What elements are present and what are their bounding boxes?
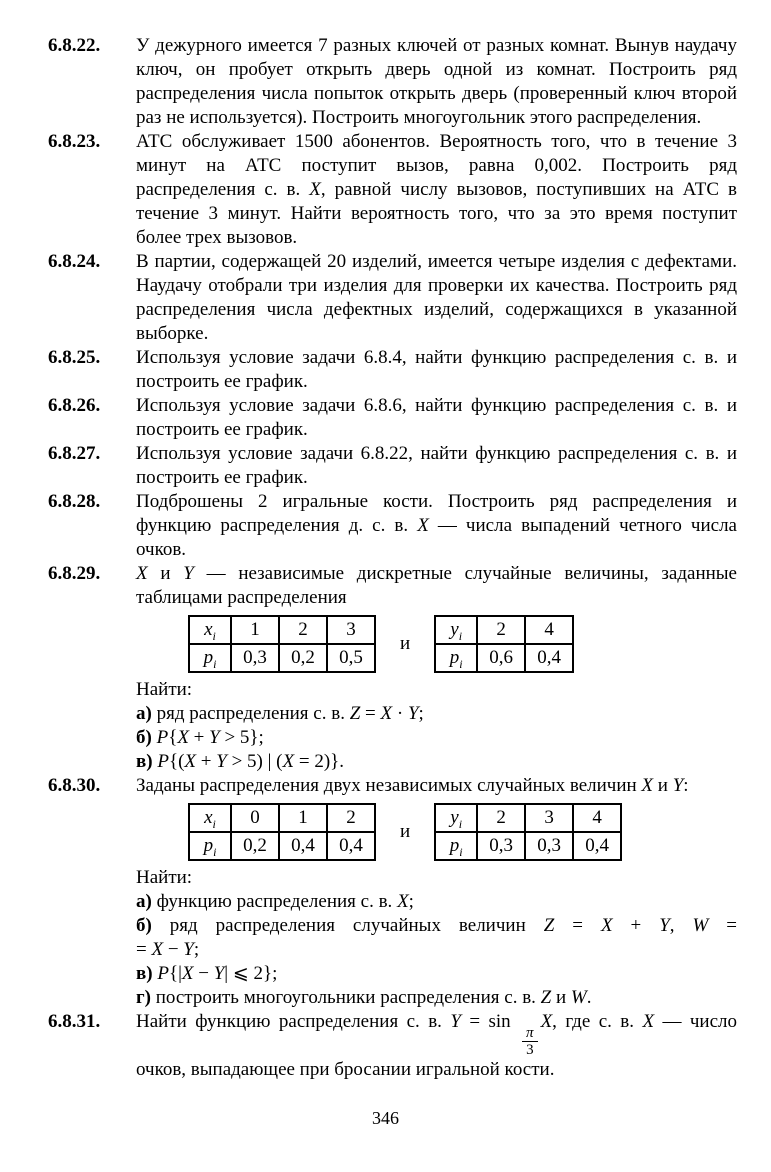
table-row-probabilities <box>435 644 573 672</box>
math-symbol: Y <box>407 703 419 724</box>
text-run: — числа выпадений четного числа очков. <box>136 515 737 560</box>
problem-body <box>136 774 737 1010</box>
problem-6-8-29 <box>48 562 737 774</box>
table-cell: 0,3 <box>477 832 525 860</box>
math-symbol: Z <box>349 703 361 724</box>
problem-statement <box>136 130 737 250</box>
text-run: + <box>188 727 210 748</box>
variable-subscript: i <box>212 816 216 831</box>
table-cell: 3 <box>327 616 375 644</box>
variable-subscript: i <box>458 628 463 643</box>
distribution-tables-6-8-29 <box>188 615 737 673</box>
problem-statement: Используя условие задачи 6.8.22, найти функцию распределения с. в. и построить ее график. <box>136 443 737 488</box>
math-symbol: Y <box>450 1011 461 1032</box>
table-header-cell <box>189 832 231 860</box>
math-symbol: Z <box>543 915 555 936</box>
text-run: {| <box>168 963 182 984</box>
table-row-values <box>435 804 621 832</box>
subtask-a <box>136 890 737 914</box>
math-symbol: W <box>692 915 709 936</box>
table-header-cell <box>189 804 231 832</box>
problem-number: 6.8.23. <box>48 131 101 152</box>
problem-body <box>136 490 737 562</box>
subtask-label: б) <box>136 915 152 936</box>
math-symbol: X <box>181 963 194 984</box>
text-run: = <box>554 915 601 936</box>
text-run: и <box>147 563 184 584</box>
table-cell: 0,6 <box>477 644 525 672</box>
text-run: , <box>669 915 693 936</box>
math-symbol: P <box>157 751 169 772</box>
subtask-b-line2 <box>136 938 737 962</box>
text-run: ряд распределения с. в. <box>151 703 350 724</box>
text-run: {( <box>168 751 185 772</box>
fraction-numerator: π <box>526 1025 534 1041</box>
table-cell: 1 <box>231 616 279 644</box>
table-row-values <box>189 804 375 832</box>
fraction-pi-over-3 <box>522 1025 538 1058</box>
text-run: и <box>653 775 673 796</box>
problem-number: 6.8.29. <box>48 563 101 584</box>
table-row-values <box>189 616 375 644</box>
text-run: — число очков, выпадающее при бросании игральной кости. <box>136 1011 738 1080</box>
variable-symbol: x <box>204 807 213 828</box>
problem-statement: Используя условие задачи 6.8.4, найти функцию распределения с. в. и построить ее график. <box>136 347 737 392</box>
find-label: Найти: <box>136 867 193 888</box>
math-symbol: X <box>540 1011 553 1032</box>
math-symbol: W <box>570 987 587 1008</box>
math-symbol: Z <box>540 987 552 1008</box>
problem-statement <box>136 490 737 562</box>
problem-6-8-24 <box>48 250 737 346</box>
distribution-table-x <box>188 803 376 861</box>
text-run: ; <box>408 891 414 912</box>
problem-statement <box>136 774 737 798</box>
tables-connector: и <box>400 633 411 654</box>
page-number: 346 <box>372 1108 399 1128</box>
math-symbol: X <box>177 727 189 748</box>
text-run: = <box>708 915 738 936</box>
subtask-a <box>136 702 737 726</box>
problem-number: 6.8.30. <box>48 775 101 796</box>
problem-statement <box>136 1010 737 1082</box>
problem-6-8-26 <box>48 394 737 442</box>
table-cell: 2 <box>327 804 375 832</box>
problem-6-8-31 <box>48 1010 737 1082</box>
problem-number: 6.8.22. <box>48 35 101 56</box>
text-run: = sin <box>460 1011 520 1032</box>
variable-symbol: y <box>450 619 459 640</box>
subtask-label: а) <box>136 703 152 724</box>
text-run: и <box>551 987 571 1008</box>
math-symbol: X <box>282 751 295 772</box>
table-cell: 0,5 <box>327 644 375 672</box>
problem-6-8-25 <box>48 346 737 394</box>
subtask-b <box>136 726 737 750</box>
problem-number: 6.8.24. <box>48 251 101 272</box>
variable-subscript: i <box>459 844 463 859</box>
problem-body <box>136 442 737 490</box>
variable-subscript: i <box>212 628 216 643</box>
distribution-table-x <box>188 615 376 673</box>
table-row-probabilities <box>189 832 375 860</box>
table-header-cell <box>189 644 231 672</box>
text-run: . <box>586 987 592 1008</box>
text-run: = 2)}. <box>294 751 345 772</box>
table-cell: 4 <box>525 616 573 644</box>
subtask-v <box>136 962 737 986</box>
table-cell: 0,4 <box>279 832 327 860</box>
table-body <box>189 804 375 860</box>
text-run: + <box>196 751 217 772</box>
distribution-tables-6-8-30 <box>188 803 737 861</box>
math-symbol: Y <box>183 939 194 960</box>
text-run: − <box>163 939 184 960</box>
problem-body <box>136 346 737 394</box>
math-symbol: X <box>417 515 429 536</box>
table-body <box>435 804 621 860</box>
text-run: ; <box>193 939 200 960</box>
problem-number: 6.8.26. <box>48 395 101 416</box>
distribution-table-y <box>434 615 574 673</box>
subtask-g <box>136 986 737 1010</box>
text-run: = <box>136 939 152 960</box>
math-symbol: X <box>136 563 148 584</box>
problem-body <box>136 34 737 130</box>
text-run: + <box>612 915 660 936</box>
table-cell: 0,3 <box>231 644 279 672</box>
text-run: Найти функцию распределения с. в. <box>136 1011 451 1032</box>
subtask-label: а) <box>136 891 152 912</box>
problem-number: 6.8.28. <box>48 491 101 512</box>
math-symbol: X <box>151 939 164 960</box>
text-run: > 5}; <box>219 727 264 748</box>
problem-body <box>136 250 737 346</box>
table-header-cell <box>435 616 477 644</box>
table-header-cell <box>435 644 477 672</box>
table-cell: 0,4 <box>525 644 573 672</box>
subtask-label: б) <box>136 727 152 748</box>
table-cell: 2 <box>279 616 327 644</box>
table-cell: 0,4 <box>573 832 621 860</box>
problem-6-8-30 <box>48 774 737 1010</box>
tables-connector: и <box>400 821 411 842</box>
problem-body <box>136 1010 737 1082</box>
subtask-b-line1 <box>136 914 737 938</box>
table-cell: 0 <box>231 804 279 832</box>
problem-statement <box>136 562 737 610</box>
table-cell: 0,2 <box>231 832 279 860</box>
text-run: ; <box>418 703 424 724</box>
text-run: АТС обслуживает 1500 абонентов. Вероятность того, что в течение 3 минут на АТС поступит вызов, равна 0,002. Построить ряд распределения с. в. <box>136 131 737 200</box>
problem-number: 6.8.25. <box>48 347 101 368</box>
subtask-v <box>136 750 737 774</box>
variable-symbol: y <box>450 807 459 828</box>
text-run: построить многоугольники распределения с. в. <box>150 987 541 1008</box>
math-symbol: X <box>397 891 409 912</box>
subtask-label: в) <box>136 751 153 772</box>
text-run: · <box>392 703 408 724</box>
problem-statement: Используя условие задачи 6.8.6, найти функцию распределения с. в. и построить ее график. <box>136 395 737 440</box>
table-row-probabilities <box>189 644 375 672</box>
variable-symbol: p <box>449 647 460 668</box>
problem-number: 6.8.31. <box>48 1011 101 1032</box>
text-run: Заданы распределения двух независимых случайных величин <box>136 775 642 796</box>
text-run: ряд распределения случайных величин <box>151 915 544 936</box>
text-run: — независимые дискретные случайные величины, заданные таблицами распределения <box>136 563 737 608</box>
text-run: > 5) | ( <box>226 751 283 772</box>
table-row-probabilities <box>435 832 621 860</box>
table-body <box>189 616 375 672</box>
table-cell: 0,2 <box>279 644 327 672</box>
text-run: Подброшены 2 игральные кости. Построить ряд распределения и функцию распределения д. с. в. <box>136 491 737 536</box>
subtask-label: в) <box>136 963 153 984</box>
find-label: Найти: <box>136 679 193 700</box>
table-cell: 2 <box>477 616 525 644</box>
problem-body <box>136 562 737 774</box>
math-symbol: Y <box>209 727 220 748</box>
math-symbol: Y <box>183 563 194 584</box>
variable-subscript: i <box>213 844 217 859</box>
math-symbol: Y <box>672 775 684 796</box>
text-run: − <box>193 963 214 984</box>
table-cell: 0,4 <box>327 832 375 860</box>
problem-number: 6.8.27. <box>48 443 101 464</box>
variable-subscript: i <box>458 816 463 831</box>
table-cell: 3 <box>525 804 573 832</box>
math-symbol: P <box>157 963 169 984</box>
table-header-cell <box>435 804 477 832</box>
variable-symbol: x <box>204 619 213 640</box>
problem-6-8-28 <box>48 490 737 562</box>
math-symbol: Y <box>216 751 227 772</box>
math-symbol: Y <box>659 915 670 936</box>
table-cell: 4 <box>573 804 621 832</box>
math-symbol: P <box>156 727 169 748</box>
math-symbol: X <box>380 703 393 724</box>
distribution-table-y <box>434 803 622 861</box>
variable-subscript: i <box>459 656 463 671</box>
table-cell: 1 <box>279 804 327 832</box>
table-body <box>435 616 573 672</box>
fraction-denominator: 3 <box>522 1041 538 1058</box>
problem-6-8-22 <box>48 34 737 130</box>
variable-subscript: i <box>213 656 217 671</box>
problem-statement: У дежурного имеется 7 разных ключей от разных комнат. Вынув наудачу ключ, он пробует открыть дверь одной из комнат. Построить ряд распределения числа попыток открыть дверь (проверенный ключ второй раз не используется). Построить многоугольник этого распределения. <box>136 35 737 128</box>
problem-statement: В партии, содержащей 20 изделий, имеется четыре изделия с дефектами. Наудачу отобрали три изделия для проверки их качества. Построить ряд распределения числа дефектных изделий, содержащихся в указанной выборке. <box>136 251 737 344</box>
table-header-cell <box>189 616 231 644</box>
math-symbol: X <box>600 915 613 936</box>
problem-6-8-23 <box>48 130 737 250</box>
problem-6-8-27 <box>48 442 737 490</box>
variable-symbol: p <box>449 835 460 856</box>
table-header-cell <box>435 832 477 860</box>
variable-symbol: p <box>203 835 214 856</box>
table-cell: 2 <box>477 804 525 832</box>
math-symbol: X <box>184 751 197 772</box>
problem-body <box>136 130 737 250</box>
problem-body <box>136 394 737 442</box>
text-run: функцию распределения с. в. <box>151 891 398 912</box>
text-run: : <box>683 775 689 796</box>
subtask-label: г) <box>136 987 151 1008</box>
table-row-values <box>435 616 573 644</box>
math-symbol: X <box>309 179 321 200</box>
text-run: , равной числу вызовов, поступивших на АТС в течение 3 минут. Найти вероятность того, что за это время поступит более трех вызовов. <box>136 179 737 248</box>
math-symbol: X <box>642 1011 655 1032</box>
variable-symbol: p <box>203 647 214 668</box>
table-cell: 0,3 <box>525 832 573 860</box>
math-symbol: X <box>641 775 654 796</box>
text-run: , где с. в. <box>552 1011 643 1032</box>
text-run: | ⩽ 2}; <box>224 963 278 984</box>
text-run: = <box>360 703 381 724</box>
statement-before-fraction <box>136 1011 519 1032</box>
text-run: { <box>168 727 178 748</box>
math-symbol: Y <box>213 963 225 984</box>
